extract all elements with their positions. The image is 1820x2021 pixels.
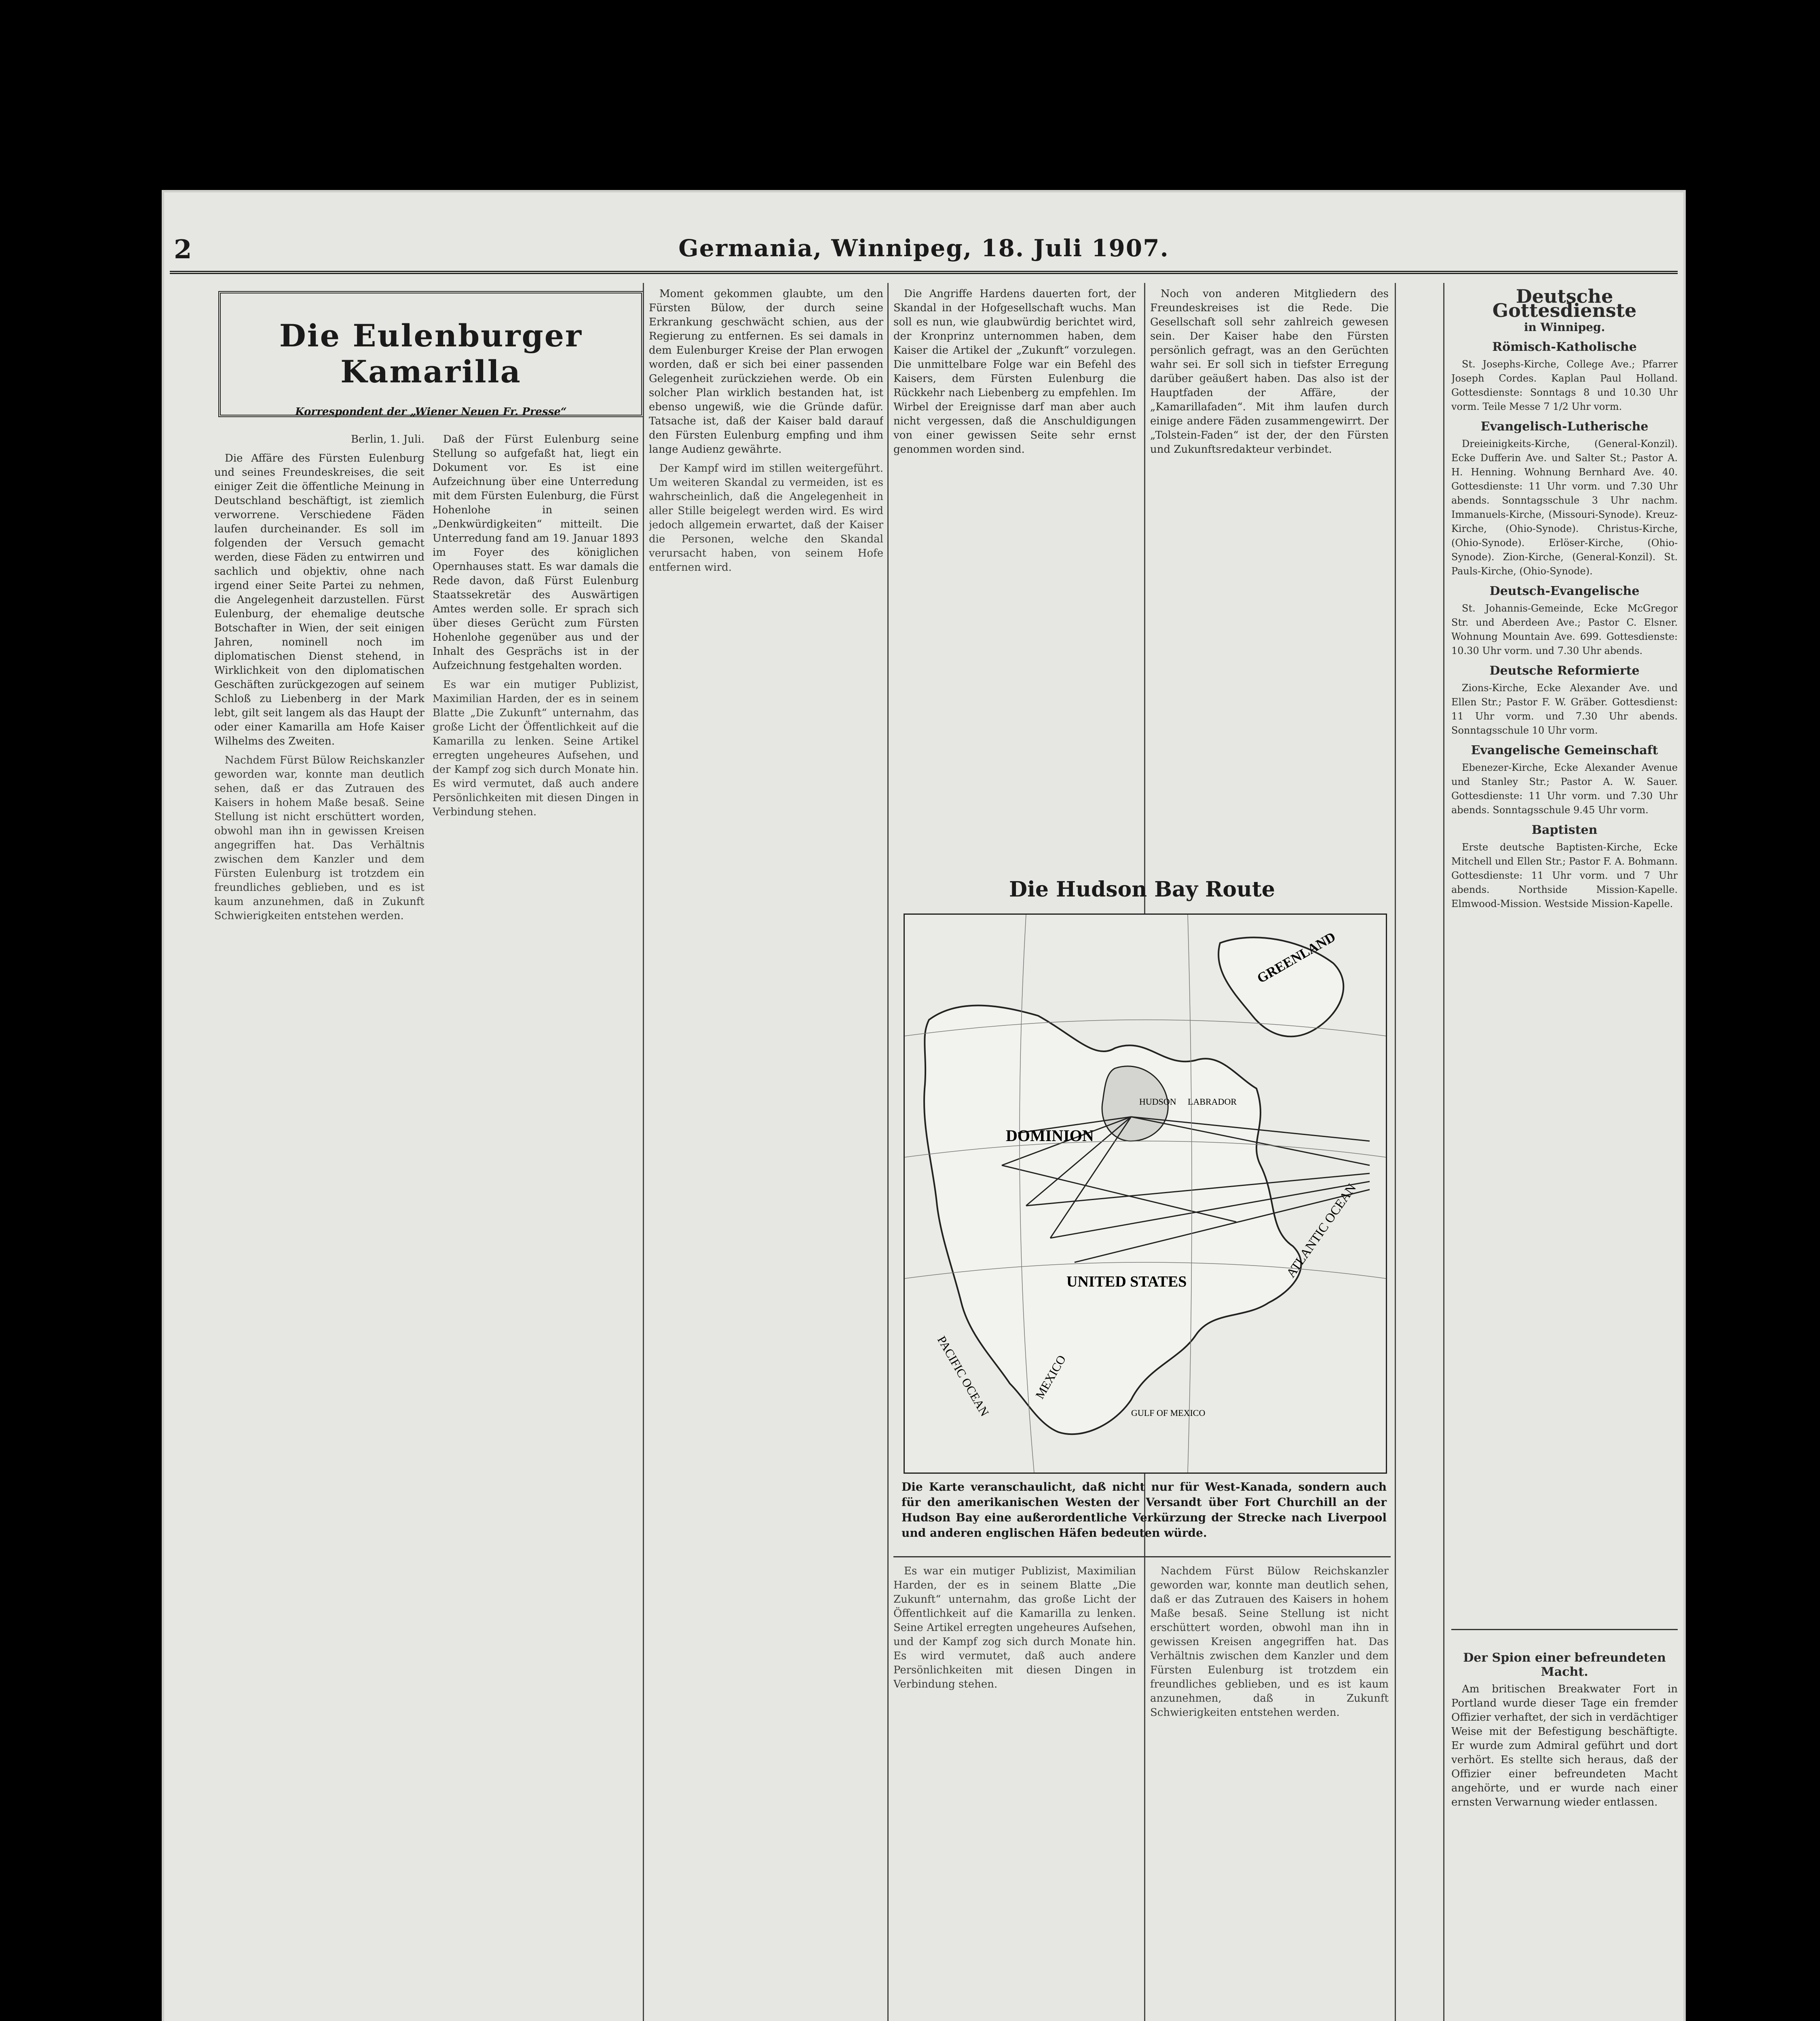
column-rule: [1443, 283, 1444, 2021]
article-col3-continuation: Der Kampf wird im stillen weitergeführt. Um weiteren Skandal zu vermeiden, ist es wahrscheinlich, daß die Angelegenheit in aller Stille beigelegt werden wird. Es wird jedoch allgemein erwartet, daß der Kaiser die Personen, welche den Skandal verursacht haben, von seinem Hofe entfernen wird.: [649, 462, 883, 574]
article-headline-box: [218, 291, 644, 417]
sidebar-section-text: Erste deutsche Baptisten-Kirche, Ecke Mitchell und Ellen Str.; Pastor F. A. Bohmann. Gottesdienste: 11 Uhr vorm. und 7 Uhr abends. Northside Mission-Kapelle. Elmwood-Mission. Westside Mission-Kapelle.: [1451, 842, 1678, 909]
map-label-hudson: HUDSON: [1139, 1097, 1176, 1107]
sidebar-section-heading: Römisch-Katholische: [1492, 340, 1637, 354]
sidebar-lower-text: Am britischen Breakwater Fort in Portland wurde dieser Tage ein fremder Offizier verhaftet, der sich in verdächtiger Weise mit der Befestigung beschäftigte. Er wurde zum Admiral geführt und dort verhört. Es stellte sich heraus, daß der Offizier einer befreundeten Macht angehörte, und er wurde nach einer ernsten Verwarnung wieder entlassen.: [1451, 1683, 1678, 1808]
article-col4-lower-text: Es war ein mutiger Publizist, Maximilian Harden, der es in seinem Blatte „Die Zukunft“ unternahm, das große Licht der Öffentlichkeit auf die Kamarilla zu lenken. Seine Artikel erregten ungeheures Aufsehen, und der Kampf zog sich durch Monate hin. Es wird vermutet, daß auch andere Persönlichkeiten mit diesen Dingen in Verbindung stehen.: [893, 1565, 1136, 1690]
greenland-outline: [1218, 937, 1343, 1036]
masthead-dateline: Germania, Winnipeg, 18. Juli 1907.: [678, 234, 1169, 262]
article-col5-text: Noch von anderen Mitgliedern des Freundeskreises ist die Rede. Die Gesellschaft soll sehr zahlreich gewesen sein. Der Kaiser habe den Fürsten persönlich gefragt, was an den Gerüchten wahr sei. Er soll sich in tiefster Erregung darüber geäußert haben. Das also ist der Hauptfaden der Affäre, der „Kamarillafaden“. Mit ihm laufen durch einige andere Fäden zusammengewirrt. Der „Tolstein-Faden“ ist der, der den Fürsten und Zukunftsredakteur verbindet.: [1150, 288, 1389, 456]
article-column-5: [1150, 287, 1389, 869]
map-svg: [905, 915, 1386, 1473]
article-col1-text: Die Affäre des Fürsten Eulenburg und seines Freundeskreises, die seit einiger Zeit die öffentliche Meinung in Deutschland beschäftigt, ist ziemlich verworrene. Verschiedene Fäden laufen durcheinander. Es soll im folgenden der Versuch gemacht werden, diese Fäden zu entwirren und sachlich und objektiv, ohne nach irgend einer Seite Partei zu nehmen, die Angelegenheit darzustellen. Fürst Eulenburg, der ehemalige deutsche Botschafter in Wien, der seit einigen Jahren, nominell noch im diplomatischen Dienst stehend, in Wirklichkeit von den diplomatischen Geschäften zurückgezogen auf seinem Schloß zu Liebenberg in der Mark lebt, gilt seit langem als das Haupt der oder einer Kamarilla am Hofe Kaiser Wilhelms des Zweiten.: [214, 452, 424, 747]
map-label-atlantic: ATLANTIC OCEAN: [1283, 1181, 1359, 1281]
article-column-4-lower: [893, 1564, 1136, 2017]
map-divider-bottom: [893, 1556, 1391, 1557]
article-column-4: [893, 287, 1136, 869]
article-col2-continuation: Es war ein mutiger Publizist, Maximilian Harden, der es in seinem Blatte „Die Zukunft“ unternahm, das große Licht der Öffentlichkeit auf die Kamarilla zu lenken. Seine Artikel erregten ungeheures Aufsehen, und der Kampf zog sich durch Monate hin. Es wird vermutet, daß auch andere Persönlichkeiten mit diesen Dingen in Verbindung stehen.: [433, 679, 639, 818]
sidebar-services: [1451, 287, 1678, 1459]
article-col1-continuation: Nachdem Fürst Bülow Reichskanzler geworden war, konnte man deutlich sehen, daß er das Zutrauen des Kaisers in hohem Maße besaß. Seine Stellung ist nicht erschüttert worden, obwohl man ihn in gewissen Kreisen angegriffen hat. Das Verhältnis zwischen dem Kanzler und dem Fürsten Eulenburg ist trotzdem ein freundliches geblieben, und es ist kaum anzunehmen, daß in Zukunft Schwierigkeiten entstehen werden.: [214, 754, 424, 922]
hudson-bay-map: [904, 913, 1387, 1474]
sidebar-section-heading: Evangelisch-Lutherische: [1480, 420, 1649, 434]
sidebar-section-heading: Deutsch-Evangelische: [1489, 584, 1640, 598]
article-col4-text: Die Angriffe Hardens dauerten fort, der Skandal in der Hofgesellschaft wuchs. Man soll es nun, wie glaubwürdig berichtet wird, der Kronprinz unternommen haben, dem Kaiser die Artikel der „Zukunft“ vorzulegen. Die unmittelbare Folge war ein Befehl des Kaisers, dem Fürsten Eulenburg die Rückkehr nach Liebenberg zu empfehlen. Im Wirbel der Ereignisse darf man aber auch nicht vergessen, daß die Anschuldigungen von einer gewissen Seite sehr ernst genommen worden sind.: [893, 288, 1136, 456]
map-label-labrador: LABRADOR: [1188, 1097, 1237, 1107]
sidebar-subtitle: in Winnipeg.: [1524, 321, 1605, 334]
sidebar-section-heading: Evangelische Gemeinschaft: [1471, 743, 1658, 757]
sidebar-section-text: St. Josephs-Kirche, College Ave.; Pfarrer Joseph Cordes. Kaplan Paul Holland. Gottesdienste: Sonntags 8 und 10.30 Uhr vorm. Teile Messe 7 1/2 Uhr vorm.: [1451, 359, 1678, 412]
masthead: [170, 234, 1678, 274]
map-label-united-states: UNITED STATES: [1066, 1273, 1187, 1290]
sidebar-section-heading: Baptisten: [1531, 823, 1598, 837]
sidebar-section-text: Ebenezer-Kirche, Ecke Alexander Avenue und Stanley Str.; Pastor A. W. Sauer. Gottesdienste: 11 Uhr vorm. und 7.30 Uhr abends. Sonntagsschule 9.45 Uhr vorm.: [1451, 762, 1678, 816]
article-col5-lower-text: Nachdem Fürst Bülow Reichskanzler geworden war, konnte man deutlich sehen, daß er das Zutrauen des Kaisers in hohem Maße besaß. Seine Stellung ist nicht erschüttert worden, obwohl man ihn in gewissen Kreisen angegriffen hat. Das Verhältnis zwischen dem Kanzler und dem Fürsten Eulenburg ist trotzdem ein freundliches geblieben, und es ist kaum anzunehmen, daß in Zukunft Schwierigkeiten entstehen werden.: [1150, 1565, 1389, 1719]
map-label-dominion: DOMINION: [1006, 1127, 1094, 1145]
page-number: 2: [174, 234, 192, 265]
article-col3-text: Moment gekommen glaubte, um den Fürsten Bülow, der durch seine Erkrankung geschwächt schien, aus der Regierung zu entfernen. Es sei damals in dem Eulenburger Kreise der Plan erwogen worden, daß er sich bei einer passenden Gelegenheit zurückziehen werde. Ob ein solcher Plan wirklich bestanden hat, ist ebenso ungewiß, wie die Gründe dafür. Tatsache ist, daß der Kaiser bald darauf den Fürsten Eulenburg empfing und ihm lange Audienz gewährte.: [649, 288, 883, 456]
column-rule: [1395, 283, 1396, 2021]
map-label-pacific: PACIFIC OCEAN: [934, 1334, 992, 1419]
column-rule: [887, 283, 889, 2021]
sidebar-lower-article: [1451, 1645, 1678, 2017]
sidebar-section-heading: Deutsche Reformierte: [1489, 664, 1640, 678]
newspaper-page: [162, 190, 1686, 2021]
sidebar-section-text: Zions-Kirche, Ecke Alexander Ave. und Ellen Str.; Pastor F. W. Gräber. Gottesdienst: 11 Uhr vorm. und 7.30 Uhr abends. Sonntagsschule 10 Uhr vorm.: [1451, 682, 1678, 736]
article-column-1: [214, 432, 424, 2017]
article-headline: Die Eulenburger Kamarilla: [279, 318, 583, 390]
article-column-2: [433, 432, 639, 2017]
sidebar-section-text: St. Johannis-Gemeinde, Ecke McGregor Str. und Aberdeen Ave.; Pastor C. Elsner. Wohnung Mountain Ave. 699. Gottesdienste: 10.30 Uhr vorm. und 7.30 Uhr abends.: [1451, 603, 1678, 656]
article-column-3: [649, 287, 883, 2017]
map-label-greenland: GREENLAND: [1254, 929, 1339, 986]
map-label-gulf: GULF OF MEXICO: [1131, 1408, 1206, 1418]
map-caption: Die Karte veranschaulicht, daß nicht nur für West-Kanada, sondern auch für den amerikanischen Westen der Versandt über Fort Churchill an der Hudson Bay eine außerordentliche Verkürzung der Strecke nach Liverpool und anderen englischen Häfen bedeuten würde.: [902, 1480, 1387, 1540]
sidebar-section-text: Dreieinigkeits-Kirche, (General-Konzil). Ecke Dufferin Ave. und Salter St.; Pastor A. H. Henning. Wohnung Bernhard Ave. 40. Gottesdienste: 11 Uhr vorm. und 7.30 Uhr abends. Sonntagsschule 3 Uhr nachm. Immanuels-Kirche, (Missouri-Synode). Kreuz-Kirche, (Ohio-Synode). Christus-Kirche, (Ohio-Synode). Erlöser-Kirche, (Ohio-Synode). Zion-Kirche, (General-Konzil). St. Pauls-Kirche, (Ohio-Synode).: [1451, 438, 1678, 577]
map-label-mexico: MEXICO: [1033, 1353, 1069, 1401]
article-column-5-lower: [1150, 1564, 1389, 2017]
article-col2-text: Daß der Fürst Eulenburg seine Stellung so aufgefaßt hat, liegt ein Dokument vor. Es ist eine Aufzeichnung über eine Unterredung mit dem Fürsten Eulenburg, die Fürst Hohenlohe in seinen „Denkwürdigkeiten“ mitteilt. Die Unterredung fand am 19. Januar 1893 im Foyer des königlichen Opernhauses statt. Es war damals die Rede davon, daß Fürst Eulenburg Staatssekretär des Auswärtigen Amtes werden solle. Er sprach sich über dieses Gerücht zum Fürsten Hohenlohe gegenüber aus und der Inhalt des Gesprächs ist in der Aufzeichnung festgehalten worden.: [433, 433, 639, 672]
article-dateline: Berlin, 1. Juli.: [351, 433, 424, 445]
sidebar-lower-heading: Der Spion einer befreundeten Macht.: [1463, 1651, 1666, 1679]
column-rule: [643, 283, 644, 2021]
article-byline: Korrespondent der „Wiener Neuen Fr. Presse“: [295, 406, 567, 418]
map-title: Die Hudson Bay Route: [1009, 877, 1275, 902]
sidebar-title: Deutsche Gottesdienste: [1492, 287, 1637, 321]
sidebar-divider: [1451, 1629, 1678, 1630]
